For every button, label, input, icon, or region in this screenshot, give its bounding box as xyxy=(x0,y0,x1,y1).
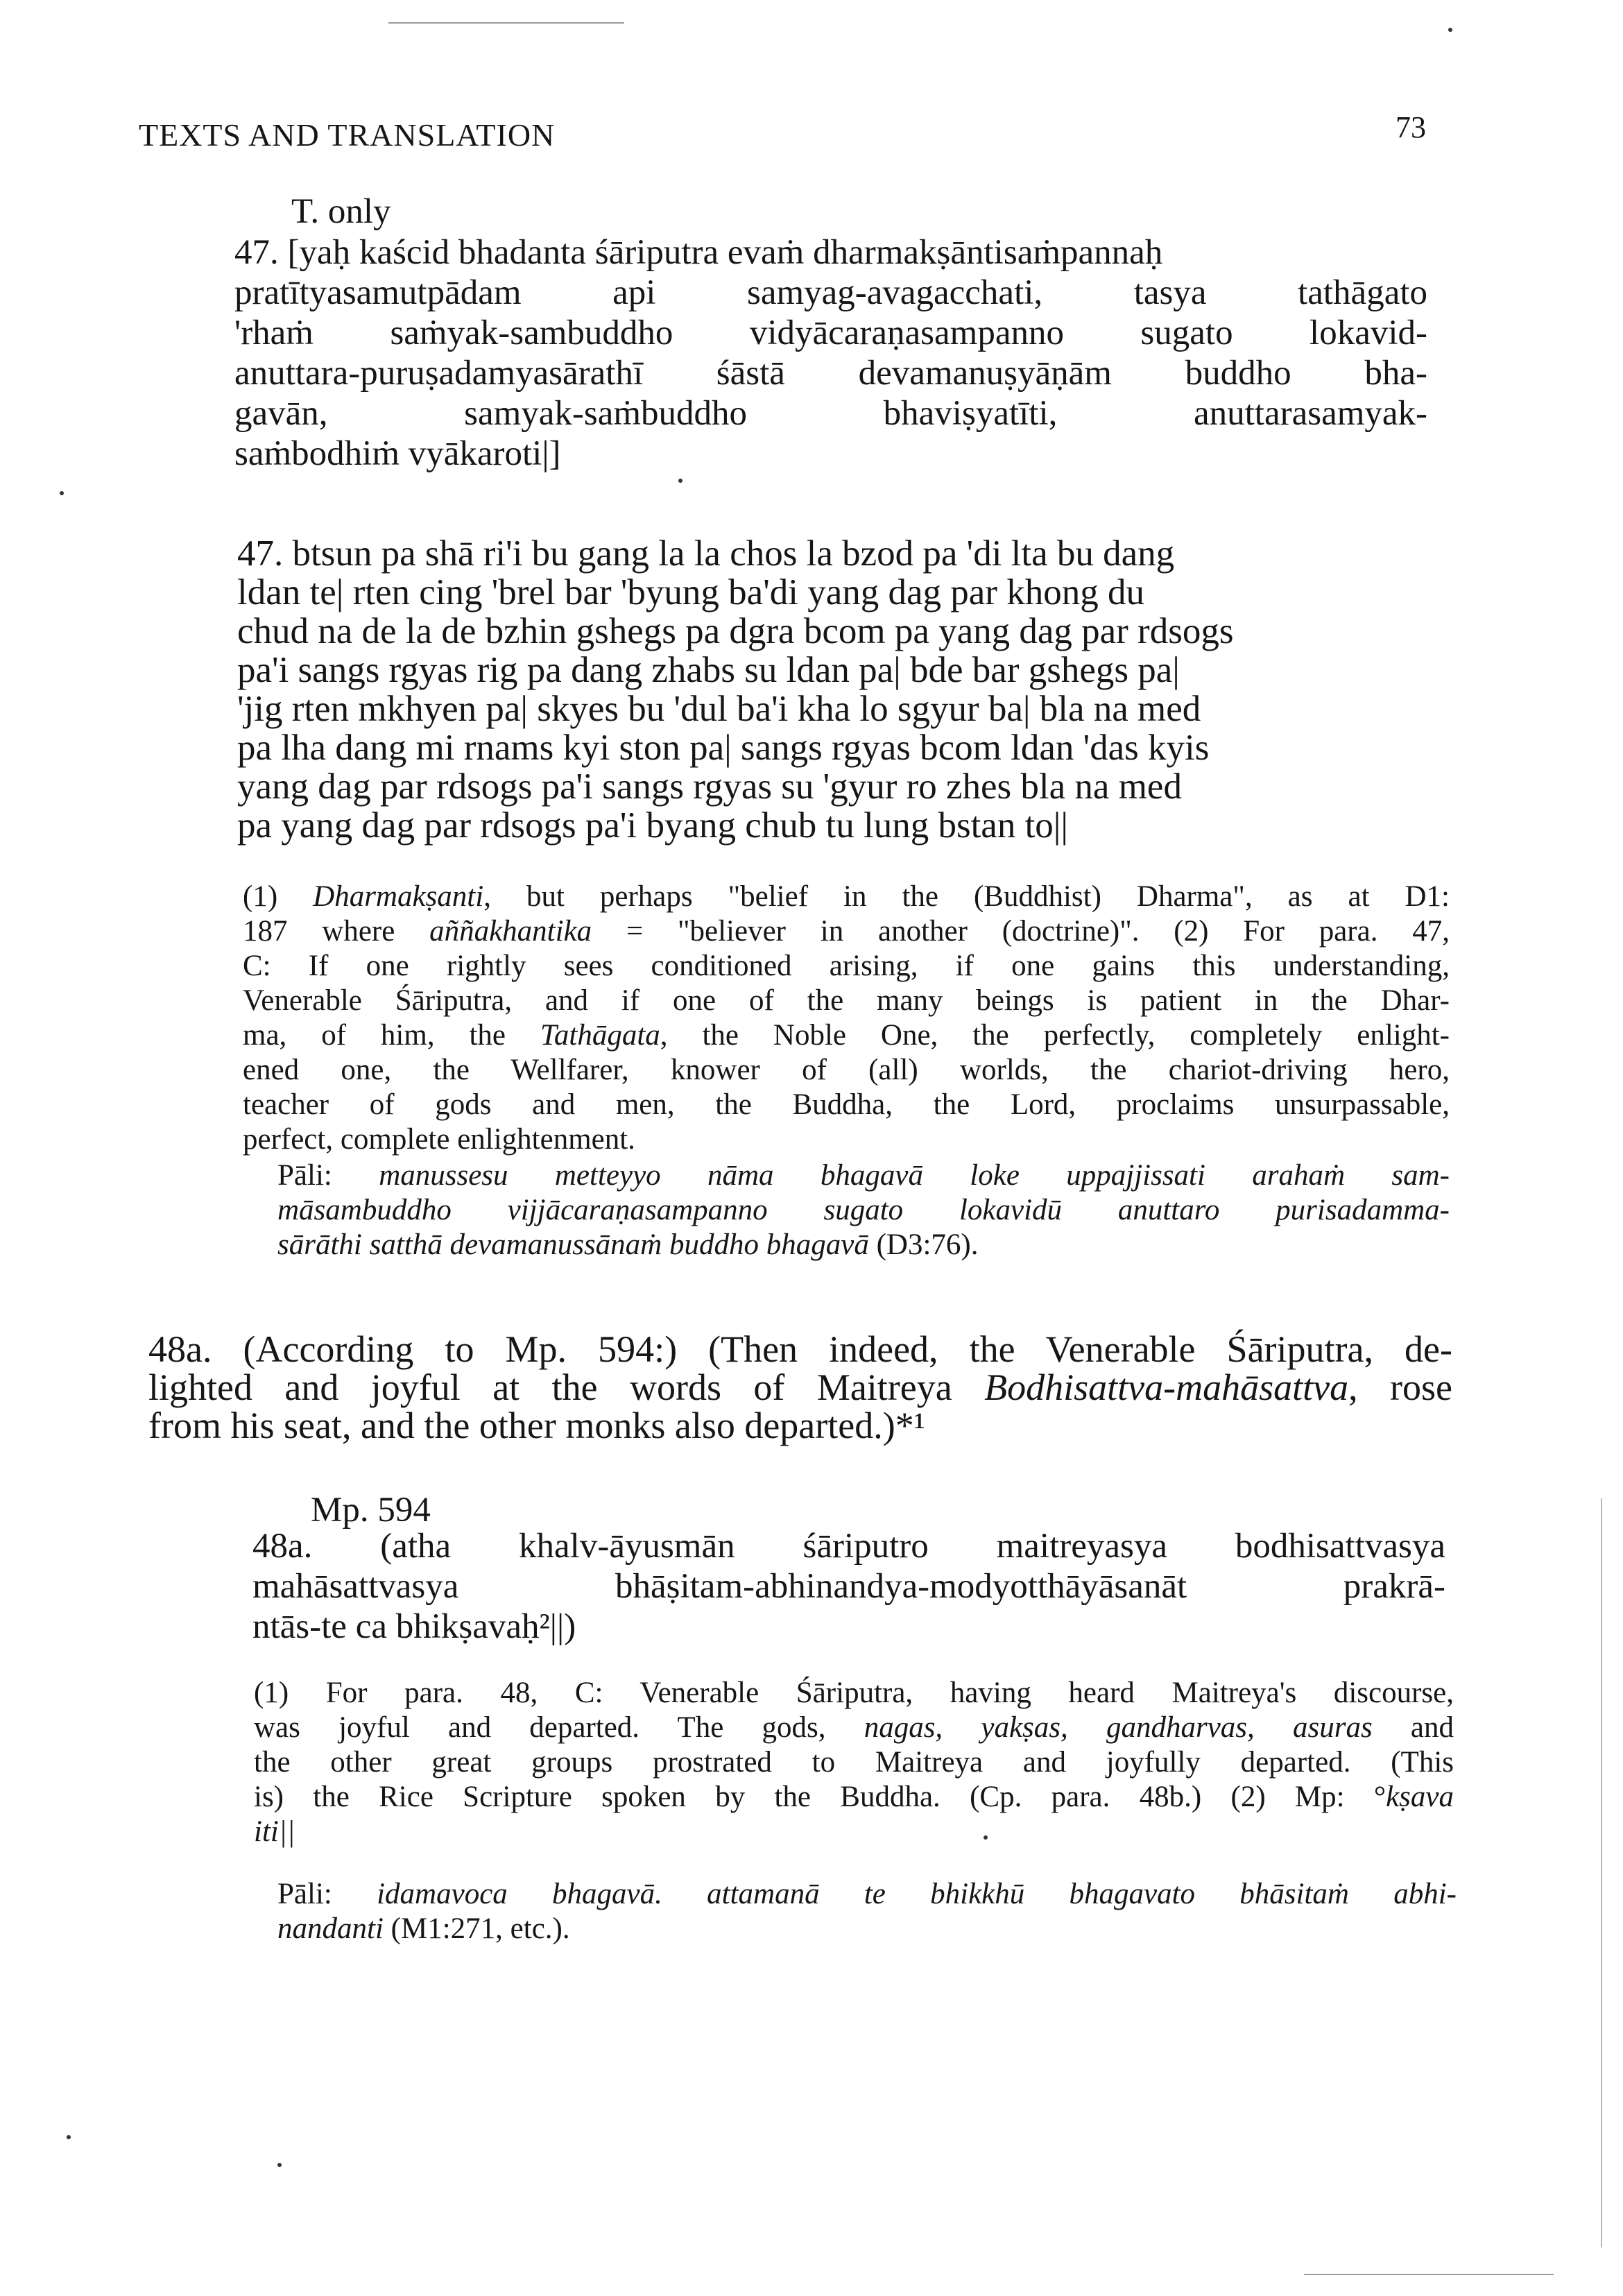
tibetan-paragraph xyxy=(237,534,1444,845)
page-number: 73 xyxy=(1396,110,1426,144)
sanskrit-label: T. only xyxy=(291,192,391,231)
translation-48a xyxy=(148,1330,1452,1445)
text-line: (1) For para. 48, C: Venerable Śāriputra, having heard Maitreya's discourse, xyxy=(254,1677,1454,1709)
text-line: 47. btsun pa shā ri'i bu gang la la chos la bzod pa 'di lta bu dang xyxy=(237,533,1175,574)
footnote-para-47 xyxy=(243,880,1450,1157)
text-line: iti|| xyxy=(254,1815,295,1848)
text-line: chud na de la de bzhin gshegs pa dgra bcom pa yang dag par rdsogs xyxy=(237,611,1234,651)
text-line: Pāli: idamavoca bhagavā. attamanā te bhikkhū bhagavato bhāsitaṁ abhi- xyxy=(277,1878,1457,1910)
pali-parallel-48 xyxy=(277,1877,1457,1946)
pali-parallel-47 xyxy=(277,1158,1450,1262)
text-line: nandanti (M1:271, etc.). xyxy=(277,1912,570,1945)
text-line: pa lha dang mi rnams kyi ston pa| sangs rgyas bcom ldan 'das kyis xyxy=(237,728,1210,768)
text-line: gavān, samyak-saṁbuddho bhaviṣyatīti, anuttarasamyak- xyxy=(234,394,1427,433)
text-line: saṁbodhiṁ vyākaroti|] xyxy=(234,434,561,473)
text-line: Pāli: manussesu metteyyo nāma bhagavā loke uppajjissati arahaṁ sam- xyxy=(277,1159,1450,1192)
text-line: māsambuddho vijjācaraṇasampanno sugato lokavidū anuttaro purisadamma- xyxy=(277,1194,1450,1226)
text-line: ened one, the Wellfarer, knower of (all) worlds, the chariot-driving hero, xyxy=(243,1054,1450,1086)
text-line: Venerable Śāriputra, and if one of the many beings is patient in the Dhar- xyxy=(243,984,1450,1017)
text-line: teacher of gods and men, the Buddha, the Lord, proclaims unsurpassable, xyxy=(243,1088,1450,1121)
scan-speck xyxy=(678,479,682,483)
text-line: from his seat, and the other monks also departed.)*¹ xyxy=(148,1405,925,1446)
text-line: 48a. (According to Mp. 594:) (Then indeed, the Venerable Śāriputra, de- xyxy=(148,1328,1452,1370)
mp-paragraph xyxy=(252,1526,1445,1647)
text-line: is) the Rice Scripture spoken by the Buddha. (Cp. para. 48b.) (2) Mp: °kṣava xyxy=(254,1781,1454,1813)
text-line: mahāsattvasya bhāṣitam-abhinandya-modyotthāyāsanāt prakrā- xyxy=(252,1567,1445,1606)
running-title: TEXTS AND TRANSLATION xyxy=(139,117,556,153)
text-line: 187 where aññakhantika = "believer in another (doctrine)". (2) For para. 47, xyxy=(243,915,1450,948)
text-line: the other great groups prostrated to Maitreya and joyfully departed. (This xyxy=(254,1746,1454,1779)
text-line: pa yang dag par rdsogs pa'i byang chub tu lung bstan to|| xyxy=(237,805,1069,846)
text-line: ntās-te ca bhikṣavaḥ²||) xyxy=(252,1607,576,1646)
text-line: 'jig rten mkhyen pa| skyes bu 'dul ba'i kha lo sgyur ba| bla na med xyxy=(237,689,1201,729)
text-line: was joyful and departed. The gods, nagas, yakṣas, gandharvas, asuras and xyxy=(254,1711,1454,1744)
text-line: 48a. (atha khalv-āyusmān śāriputro maitreyasya bodhisattvasya xyxy=(252,1527,1445,1566)
text-line: 'rhaṁ saṁyak-sambuddho vidyācaraṇasampanno sugato lokavid- xyxy=(234,314,1427,352)
text-line: pratītyasamutpādam api samyag-avagacchati, tasya tathāgato xyxy=(234,273,1427,312)
sanskrit-paragraph xyxy=(234,232,1427,474)
scan-speck xyxy=(1448,28,1452,32)
text-line: anuttara-puruṣadamyasārathī śāstā devamanuṣyāṇām buddho bha- xyxy=(234,354,1427,393)
mp-label: Mp. 594 xyxy=(311,1491,431,1530)
text-line: C: If one rightly sees conditioned arising, if one gains this understanding, xyxy=(243,950,1450,982)
text-line: sārāthi satthā devamanussānaṁ buddho bhagavā (D3:76). xyxy=(277,1228,979,1261)
scan-speck xyxy=(277,2163,282,2167)
text-line: 47. [yaḥ kaścid bhadanta śāriputra evaṁ dharmakṣāntisaṁpannaḥ xyxy=(234,233,1163,272)
text-line: perfect, complete enlightenment. xyxy=(243,1123,635,1156)
text-line: lighted and joyful at the words of Maitreya Bodhisattva-mahāsattva, rose xyxy=(148,1367,1452,1408)
scan-speck xyxy=(67,2135,71,2139)
scan-speck xyxy=(60,491,64,495)
scan-right-edge xyxy=(1601,1498,1602,2247)
scan-top-edge xyxy=(388,22,624,24)
footnote-para-48 xyxy=(254,1676,1454,1849)
text-line: yang dag par rdsogs pa'i sangs rgyas su 'gyur ro zhes bla na med xyxy=(237,766,1182,807)
text-line: pa'i sangs rgyas rig pa dang zhabs su ldan pa| bde bar gshegs pa| xyxy=(237,650,1180,690)
scan-bottom-edge xyxy=(1304,2274,1554,2275)
text-line: (1) Dharmakṣanti, but perhaps "belief in the (Buddhist) Dharma", as at D1: xyxy=(243,880,1450,913)
text-line: ldan te| rten cing 'brel bar 'byung ba'di yang dag par khong du xyxy=(237,572,1144,612)
text-line: ma, of him, the Tathāgata, the Noble One, the perfectly, completely enlight- xyxy=(243,1019,1450,1052)
